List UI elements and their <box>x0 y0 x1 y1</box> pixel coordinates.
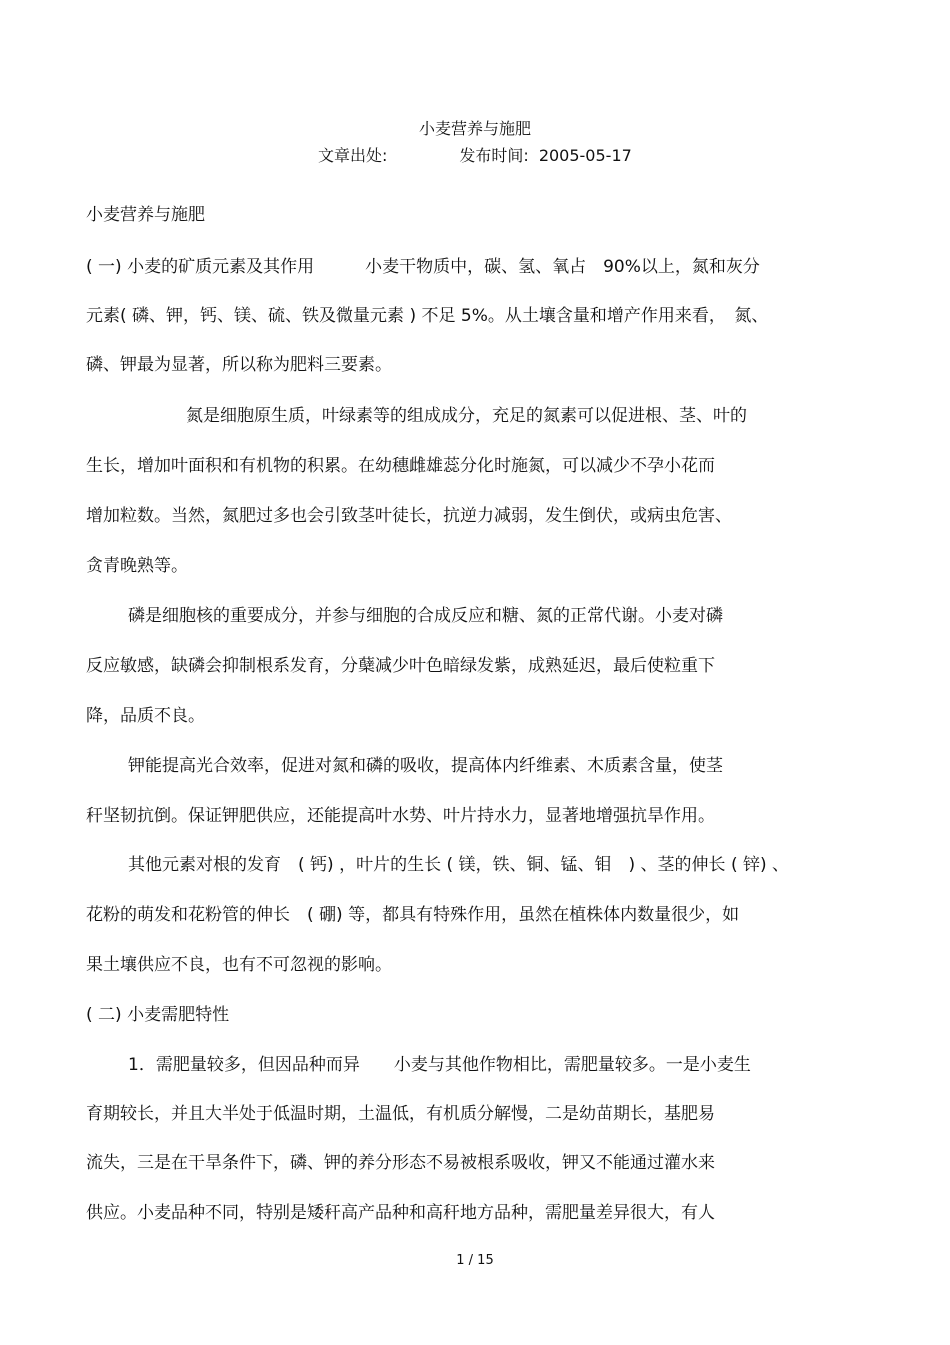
text-line: 果土壤供应不良，也有不可忽视的影响。 <box>86 955 392 975</box>
text-line: 育期较长，并且大半处于低温时期，土温低，有机质分解慢，二是幼苗期长，基肥易 <box>86 1104 715 1124</box>
text-line: 1．需肥量较多，但因品种而异 小麦与其他作物相比，需肥量较多。一是小麦生 <box>128 1055 751 1075</box>
document-meta <box>318 145 632 167</box>
text-line: 钾能提高光合效率，促进对氮和磷的吸收，提高体内纤维素、木质素含量，使茎 <box>128 756 723 776</box>
date-value: 2005-05-17 <box>538 146 632 165</box>
document-title: 小麦营养与施肥 <box>418 119 531 138</box>
text-line: 反应敏感，缺磷会抑制根系发育，分蘖减少叶色暗绿发紫，成熟延迟，最后使粒重下 <box>86 656 715 676</box>
date-label: 发布时间: <box>459 146 529 165</box>
source-label: 文章出处: <box>318 146 388 165</box>
text-line: 磷是细胞核的重要成分，并参与细胞的合成反应和糖、氮的正常代谢。小麦对磷 <box>128 606 723 626</box>
text-line: 生长，增加叶面积和有机物的积累。在幼穗雌雄蕊分化时施氮，可以减少不孕小花而 <box>86 456 715 476</box>
section-heading: 小麦营养与施肥 <box>86 205 205 225</box>
text-line: 磷、钾最为显著，所以称为肥料三要素。 <box>86 355 392 375</box>
text-line: 供应。小麦品种不同，特别是矮秆高产品种和高秆地方品种，需肥量差异很大，有人 <box>86 1203 715 1223</box>
section-heading: ( 二) 小麦需肥特性 <box>86 1005 230 1025</box>
text-line: ( 一) 小麦的矿质元素及其作用 小麦干物质中，碳、氢、氧占 90%以上，氮和灰分 <box>86 257 760 277</box>
text-line: 氮是细胞原生质，叶绿素等的组成成分，充足的氮素可以促进根、茎、叶的 <box>186 406 747 426</box>
text-line: 贪青晚熟等。 <box>86 556 188 576</box>
text-line: 流失，三是在干旱条件下，磷、钾的养分形态不易被根系吸收，钾又不能通过灌水来 <box>86 1153 715 1173</box>
text-line: 花粉的萌发和花粉管的伸长 ( 硼) 等，都具有特殊作用，虽然在植株体内数量很少，如 <box>86 905 740 925</box>
page-indicator: 1 / 15 <box>456 1253 494 1268</box>
text-line: 元素( 磷、钾，钙、镁、硫、铁及微量元素 ) 不足 5%。从土壤含量和增产作用来看， 氮、 <box>86 306 769 326</box>
text-line: 其他元素对根的发育 ( 钙) ，叶片的生长 ( 镁，铁、铜、锰、钼 ) 、茎的伸长 ( 锌) 、 <box>128 855 790 875</box>
text-line: 增加粒数。当然，氮肥过多也会引致茎叶徒长，抗逆力减弱，发生倒伏，或病虫危害、 <box>86 506 732 526</box>
text-line: 降，品质不良。 <box>86 706 205 726</box>
text-line: 秆坚韧抗倒。保证钾肥供应，还能提高叶水势、叶片持水力，显著地增强抗旱作用。 <box>86 806 715 826</box>
